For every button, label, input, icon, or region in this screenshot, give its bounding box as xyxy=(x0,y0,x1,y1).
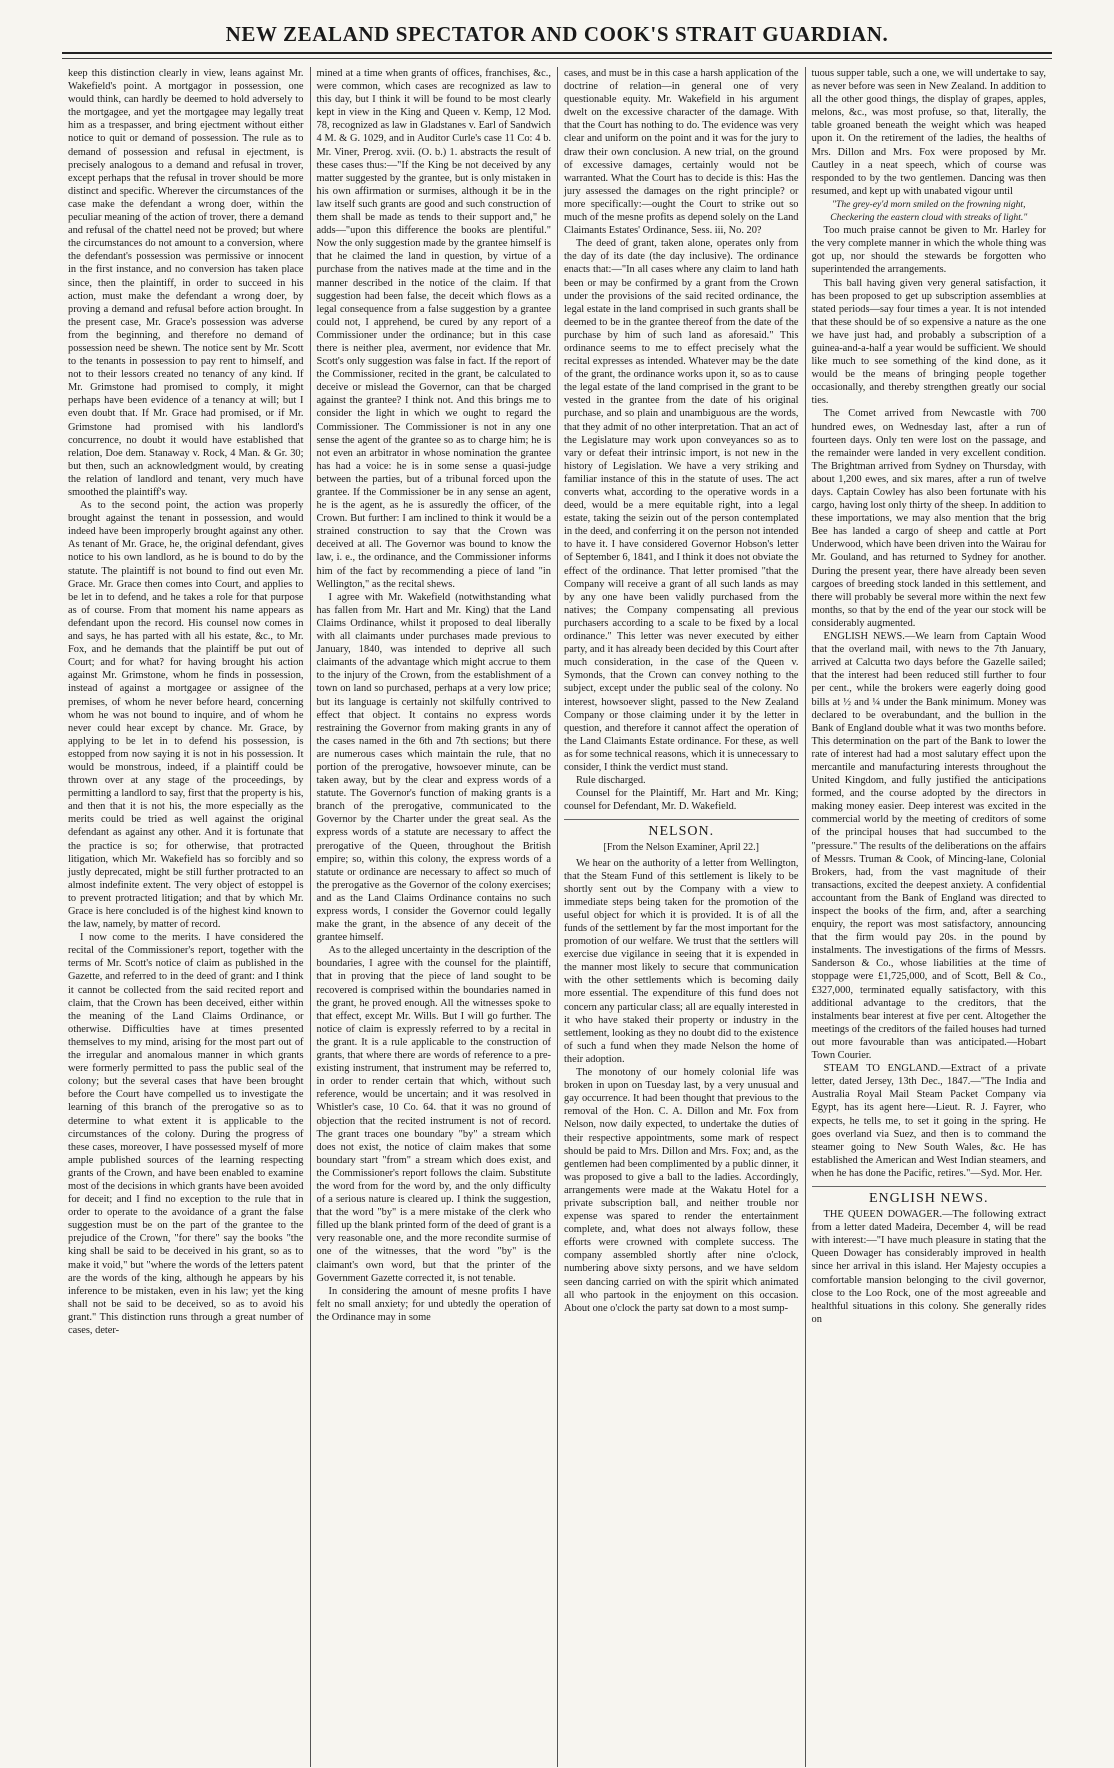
nelson-byline: [From the Nelson Examiner, April 22.] xyxy=(603,842,759,854)
masthead-rule xyxy=(62,58,1052,59)
column-4 xyxy=(805,67,1053,1767)
rule-discharged: Rule discharged. xyxy=(576,775,646,787)
column-1 xyxy=(62,67,310,1767)
paragraph: Too much praise cannot be given to Mr. Harley for the very complete manner in which the whole thing was got up, nor should the stewards be forgotten who superintended the arrangements. xyxy=(811,225,1046,276)
paragraph: tuous supper table, such a one, we will undertake to say, as never before was seen in New Zealand. In addition to all the other good things, the display of grapes, apples, melons, &c., was most profuse, so that, literally, the table groaned beneath the weight which was heaped upon it. On the retirement of the ladies, the healths of Mrs. Dillon and Mrs. Fox were proposed by Mr. Cautley in a neat speech, which of course was responded to by the two gentlemen. Dancing was then resumed, and kept up with unabated vigour until xyxy=(811,68,1046,197)
section-heading-nelson: NELSON. xyxy=(564,819,799,838)
paragraph: keep this distinction clearly in view, leans against Mr. Wakefield's point. A mortgagor in possession, one would think, can hardly be deemed to hold adversely to the mortgagee, and yet the mortgagee may legally treat him as a trespasser, and bring ejectment without either notice to quit or demand of possession. The rule as to demand of possession and refusal in ejectment, is precisely analogous to a demand and refusal in trover, except perhaps that the refusal in trover should be more distinct and specific. Wherever the circumstances of the case make the defendant a wrong doer, within the peculiar meaning of the action of trover, there a demand and refusal of the chattel need not be proved; but where the circumstances do not amount to a conversion, where the defendant's possession was permissive or innocent in the first instance, and no conversion has taken place since, then the plaintiff, in order to succeed in his action, must make the defendant a wrong doer, by proving a demand and refusal before action brought. In the present case, Mr. Grace's possession was adverse from the beginning, and therefore no demand of possession need be shewn. The notice sent by Mr. Scott to the tenants in possession to pay rent to himself, and not to their lessors created no tenancy of any kind. If Mr. Grimstone had promised to comply, it might perhaps have been evidence of a tenancy at will; but I even doubt that. If Mr. Grace had promised, or if Mr. Grimstone had promised with his landlord's concurrence, no doubt it would have established that relation, Doe dem. Stanaway v. Rock, 4 Man. & Gr. 30; but then, such an acknowledgment would, by creating the relation of landlord and tenant, very much have smoothed the plaintiff's way. xyxy=(68,68,304,498)
paragraph: This ball having given very general satisfaction, it has been proposed to get up subscription assemblies at stated periods—say four times a year. It is not intended that these should be of so expensive a nature as the one we have just had, and probably a subscription of a guinea-and-a-half a year would be sufficient. We should like much to see something of the kind done, as it would be the means of bringing people together occasionally, and thereby strengthen greatly our social ties. xyxy=(811,277,1046,407)
paragraph: STEAM TO ENGLAND.—Extract of a private letter, dated Jersey, 13th Dec., 1847.—"The India and Australia Royal Mail Steam Packet Company via Egypt, has its agent here—Lieut. R. J. Fayrer, who expects, he tells me, to set it going in the spring. He goes overland via Suez, and then is to command the steamer going to New South Wales, &c. He has established the American and West Indian steamers, and when he has done the Pacific, retires."—Syd. Mor. Her. xyxy=(811,1063,1046,1179)
paragraph: The monotony of our homely colonial life was broken in upon on Tuesday last, by a very unusual and gay occurrence. It had been thought that previous to the removal of the Hon. C. A. Dillon and Mr. Fox from Nelson, now daily expected, to undertake the duties of their respective appointments, some mark of respect should be paid to Mrs. Dillon and Mrs. Fox; and, as the gentlemen had been complimented by a public dinner, it was proposed to give a ball to the ladies. Accordingly, arrangements were made at the Wakatu Hotel for a private subscription ball, and neither trouble nor expense was spared to render the entertainment complete, and, what does not always follow, these efforts were crowned with complete success. The company assembled shortly after nine o'clock, numbering above sixty persons, and we have seldom seen dancing carried on with the spirit which animated all who partook in the enjoyment on this occasion. About one o'clock the party sat down to a most sump- xyxy=(564,1067,799,1314)
article-columns xyxy=(62,67,1052,1767)
verse-line: "The grey-ey'd morn smiled on the frowning night, xyxy=(832,198,1026,210)
paragraph: ENGLISH NEWS.—We learn from Captain Wood that the overland mail, with news to the 7th January, arrived at Calcutta two days before the Gazelle sailed; that the interest had been reduced still further to four per cent., while the brokers were eagerly doing good bills at ½ and ¼ under the Bank minimum. Money was declared to be overabundant, and the bullion in the Bank of England double what it was two months before. This determination on the part of the Bank to lower the rate of interest had had a most salutary effect upon the mercantile and manufacturing interests throughout the United Kingdom, and fully justified the anticipations formed, and the course adopted by the directors in making money easier. Deep interest was excited in the commercial world by the meeting of creditors of some of the principal houses that had succumbed to the "pressure." The results of the deliberations on the affairs of Messrs. Truman & Cook, of Mincing-lane, Colonial Brokers, had, from the vast magnitude of their transactions, excited the deepest anxiety. A confidential accountant from the Bank of England was directed to inspect the books of the firm, and, after a searching enquiry, the report was most satisfactory, announcing that the firm would pay 20s. in the pound by instalments. The investigations of the firms of Messrs. Sanderson & Co., whose liabilities at the time of stoppage were £1,725,000, and of Scott, Bell & Co., £327,000, terminated equally satisfactory, with this additional advantage to the creditors, that the instalments bear interest at five per cent. Altogether the meetings of the creditors of the failed houses had turned out more favourable than was anticipated.—Hobart Town Courier. xyxy=(811,631,1046,1062)
column-3 xyxy=(557,67,805,1767)
paragraph: I now come to the merits. I have considered the recital of the Commissioner's report, together with the terms of Mr. Scott's notice of claim as published in the Gazette, and referred to in the deed of grant: and I think it cannot be collected from the said recited report and claim, that the Crown has been deceived, either within the meaning of the Land Claims Ordinance, or otherwise. Difficulties have at times presented themselves to my mind, arising for the most part out of the irregular and anomalous manner in which grants were formerly permitted to pass the public seal of the colony; but the several cases that have been brought before the Court have compelled us to investigate the learning of this branch of the prerogative so as to determine to what extent it is applicable to the circumstances of the colony. During the progress of these cases, moreover, I have possessed myself of more ample published sources of the learning respecting grants of the Crown, and have been enabled to examine most of the decisions in which grants have been avoided for deceit; and I find no exception to the rule that in order to operate to the avoidance of a grant the false suggestion must be on the part of the grantee to the prejudice of the Crown, "for there" say the books "the king shall be said to be deceived in his grant, so as to make it void," but "where the words of the letters patent are the words of the king, although he appears by his inference to be mistaken, even in his law; yet the king shall not be said to be deceived, so as to avoid his grant." This distinction runs through a great number of cases, deter- xyxy=(68,932,304,1336)
paragraph: As to the second point, the action was properly brought against the tenant in possession, and would indeed have been improperly brought against any other. As tenant of Mr. Grace, he, the original defendant, gives notice to his own landlord, as he is bound to do by the statute. The plaintiff is not bound to find out even Mr. Grace. Mr. Grace then comes into Court, and applies to be let in to defend, and he takes a role for that purpose as of course. From that moment his name appears as defendant upon the record. His counsel now comes in and says, he has parted with all his estate, &c., to Mr. Fox, and he demands that the plaintiff be put out of Court; and for what? for having brought his action against Mr. Grimstone, whom he finds in possession, instead of against a mortgagee or assignee of the premises, of whom he never before heard, concerning whom he was not bound to inquire, and of whom he never could hear except by chance. Mr. Grace, by applying to be let in to defend his possession, is estopped from now saying it is not in his possession. It would be monstrous, indeed, if a plaintiff could be thrown over at any stage of the proceedings, by permitting a landlord to say, first that the property is his, and then that it is not his, the more especially as the merits could be tried as well against the original defendant as against any other. And it is fortunate that the practice is so; for otherwise, that protracted litigation, which Mr. Wakefield has so forcibly and so justly deprecated, might be still further protracted to an almost indefinite extent. The very object of estoppel is to prevent protracted litigation; and that by which Mr. Grace is here concluded is of the highest kind known to the law, namely, by matter of record. xyxy=(68,500,304,931)
paragraph: cases, and must be in this case a harsh application of the doctrine of relation—in general one of very questionable equity. Mr. Wakefield in his argument dwelt on the excessive character of the damage. With that the Court has nothing to do. The evidence was very clear and uniform on the point and it was for the jury to draw their own conclusion. A new trial, on the ground of excessive damages, certainly would not be warranted. What the Court has to decide is this: Has the jury assessed the damages on the right principle? or more specifically:—ought the Court to strike out so much of the mesne profits as depend solely on the Land Claimants Estates' Ordinance, Sess. iii, No. 20? xyxy=(564,68,799,237)
paragraph: We hear on the authority of a letter from Wellington, that the Steam Fund of this settlement is likely to be shortly sent out by the Company with a view to immediate steps being taken for the promotion of the useful object for which it is provided. It is of all the funds of the settlement by far the most important for the promotion of our welfare. We trust that the settlers will exercise due vigilance in seeing that it is expended in the manner most likely to secure that communication with the other settlements which is becoming daily more essential. The expenditure of this fund does not concern any particular class; all are equally interested in it who have staked their property or industry in the settlement, looking as they no doubt did to the existence of such a fund when they made Nelson the home of their adoption. xyxy=(564,857,799,1065)
paragraph: mined at a time when grants of offices, franchises, &c., were common, which cases are recognized as law to this day, but I think it will be found to be most clearly kept in view in the King and Queen v. Kemp, 12 Mod. 78, recognized as law in Gladstanes v. Earl of Sandwich 4 M. & G. 1029, and in Auditor Curle's case 11 Co: 4 b. Mr. Viner, Prerog. xvii. (O. b.) 1. abstracts the result of these cases thus:—"If the King be not deceived by any matter suggested by the grantee, but is only mistaken in his own affirmation or surmises, although it be in the law itself such grants are good and such construction of them shall be made as tends to their support and," he adds—"upon this difference the books are plentiful." Now the only suggestion made by the grantee himself is that he claimed the land in question, by virtue of a purchase from the natives made at the time and in the manner described in the notice of the claim. If that suggestion had been false, the deceit which flows as a legal consequence from a false suggestion by a grantee could not, I apprehend, be cured by any report of a Commissioner under the ordinance; but in this case there is neither plea, averment, nor evidence that Mr. Scott's only suggestion was false in fact. If the report of the Commissioner, recited in the grant, be calculated to deceive or mislead the Governor, can that be charged against the grantee? I think not. And this brings me to consider the light in which we ought to regard the Commissioner. The Commissioner is not in any one sense the agent of the grantee so as to charge him; he is not even an arbitrator in whose nomination the grantee has had a voice: he is in some sense a quasi-judge between the parties, but of a tribunal forced upon the grantee. If the Commissioner be in any sense an agent, he is the agent, as he is assuredly the officer, of the Crown. But further: I am inclined to think it would be a strained construction to say that the Crown was deceived at all. The Governor was bound to know the law, i. e., the ordinance, and the Commissioner informs him of the fact by recommending a piece of land "in Wellington," as the recital shews. xyxy=(316,68,551,590)
column-2 xyxy=(310,67,558,1767)
masthead: NEW ZEALAND SPECTATOR AND COOK'S STRAIT GUARDIAN. xyxy=(62,22,1052,54)
paragraph: The deed of grant, taken alone, operates only from the day of its date (the day inclusive). The ordinance enacts that:—"In all cases where any claim to land hath been or may be confirmed by a grant from the Crown under the provisions of the said recited ordinance, the legal estate in the land comprised in such grants shall be deemed to be in the grantee thereof from the date of the purchase by him of such land as aforesaid." This ordinance seems to me to effect precisely what the recital expresses as intended. Whatever may be the date of the grant, the ordinance works upon it, so as to cause the legal estate of the land comprised in the grant to be vested in the grantee from the date of his original purchase, and so plain and unambiguous are the words, that they admit of no other interpretation. That an act of the Legislature may work upon conveyances so as to vary or defeat their intrinsic import, is not new in the history of Legislation. We have a very striking and familiar instance of this in the statute of uses. The act converts what, according to the operative words in a deed, would be a mere equitable right, into a legal estate, taking the seizin out of the person contemplated in the deed, and conferring it on the person not intended to have it. I have considered Governor Hobson's letter of September 6, 1841, and I think it does not obviate the effect of the ordinance. That letter promised "that the Company will receive a grant of all such lands as may by any one have been validly purchased from the natives; the Company compensating all previous purchasers according to a scale to be fixed by a local ordinance." This letter was never executed by either party, and it has already been decided by this Court after much consideration, in the case of the Queen v. Symonds, that the Crown can convey nothing to the subject, except under the public seal of the colony. No interest, howsoever slight, passed to the New Zealand Company or those claiming under it by the letter in question, and therefore it cannot affect the operation of the Land Claimants Estate ordinance. For these, as well as for some technical reasons, which it is unnecessary to consider, I think the verdict must stand. xyxy=(564,238,799,773)
paragraph: In considering the amount of mesne profits I have felt no small anxiety; for und ubtedly the operation of the Ordinance may in some xyxy=(316,1285,551,1323)
paragraph: As to the alleged uncertainty in the description of the boundaries, I agree with the counsel for the plaintiff, that in proving that the piece of land sought to be recovered is comprised within the boundaries named in the grant, he proved enough. All the witnesses spoke to that effect, except Mr. Wills. But I will go further. The notice of claim is expressly referred to by a recital in the grant. It is a rule applicable to the construction of grants, that where there are words of reference to a pre-existing instrument, that instrument may be referred to, in order to render certain that which, without such reference, would be uncertain; and it was resolved in Whistler's case, 10 Co. 64. that it was no ground of objection that the recited instrument is not of record. The grant traces one boundary "by" a stream which does not exist, the notice of claim makes that some boundary start "from" a stream which does exist, and the Commissioner's report follows the claim. Substitute the word from for the word by, and the only difficulty of a serious nature is cleared up. I think the suggestion, that the word "by" is a mere mistake of the clerk who filled up the blank printed form of the deed of grant is a very reasonable one, and the more recondite surmise of one of the witnesses, that the word "by" is the claimant's own word, but that the printer of the Government Gazette corrected it, is not tenable. xyxy=(316,945,551,1284)
paragraph: I agree with Mr. Wakefield (notwithstanding what has fallen from Mr. Hart and Mr. King) that the Land Claims Ordinance, whilst it proposed to deal liberally with all claimants under purchases made previous to January, 1840, was intended to deprive all such claimants of the advantage which might accrue to them to the injury of the Crown, from the establishment of a town on land so purchased, perhaps at a very low price; but its language is certainly not skilfully contrived to effect that object. It contains no express words restraining the Governor from making grants in any of the cases named in the 6th and 7th sections; but there are numerous cases which maintain the rule, that no portion of the prerogative, howsoever minute, can be taken away, but by the clear and express words of a statute. The Governor's function of making grants is a branch of the prerogative, communicated to the Governor by the Charter under the great seal. As the express words of a statute are necessary to affect the prerogative of the Queen, throughout the British empire; so, within this colony, the express words of a statute or ordinance are necessary to affect so much of the prerogative as the Governor of the colony exercises; and as the Land Claims Ordinance contains no such express words, I consider the Governor could legally make the grant, in the absence of any deceit of the grantee himself. xyxy=(316,591,551,944)
verse-line: Checkering the eastern cloud with streaks of light." xyxy=(830,212,1028,224)
paragraph: The Comet arrived from Newcastle with 700 hundred ewes, on Wednesday last, after a run of fourteen days. Only ten were lost on the passage, and the remainder were landed in very excellent condition. The Brightman arrived from Sydney on Thursday, with about 1,200 ewes, and six mares, after a run of twelve days. Captain Cowley has also been fortunate with his cargo, having lost only thirty of the sheep. In addition to these importations, we may also mention that the brig Bee has landed a cargo of sheep and cattle at Port Underwood, which have been driven into the Wairau for Mr. Gouland, and has returned to Sydney for another. During the present year, there have already been seven cargoes of breeding stock landed in this settlement, and there will probably be several more within the next few months, so that by the end of the year our stock will be considerably augmented. xyxy=(811,408,1046,629)
counsel-note: Counsel for the Plaintiff, Mr. Hart and Mr. King; counsel for Defendant, Mr. D. Wakefield. xyxy=(564,788,799,813)
section-heading-english-news: ENGLISH NEWS. xyxy=(812,1186,1047,1205)
paragraph: THE QUEEN DOWAGER.—The following extract from a letter dated Madeira, December 4, will be read with interest:—"I have much pleasure in stating that the Queen Dowager has considerably improved in health since her arrival in this island. Her Majesty occupies a comfortable mansion belonging to the civil governor, close to the Loo Rock, one of the most agreeable and healthful situations in this colony. She generally rides on xyxy=(811,1209,1046,1325)
